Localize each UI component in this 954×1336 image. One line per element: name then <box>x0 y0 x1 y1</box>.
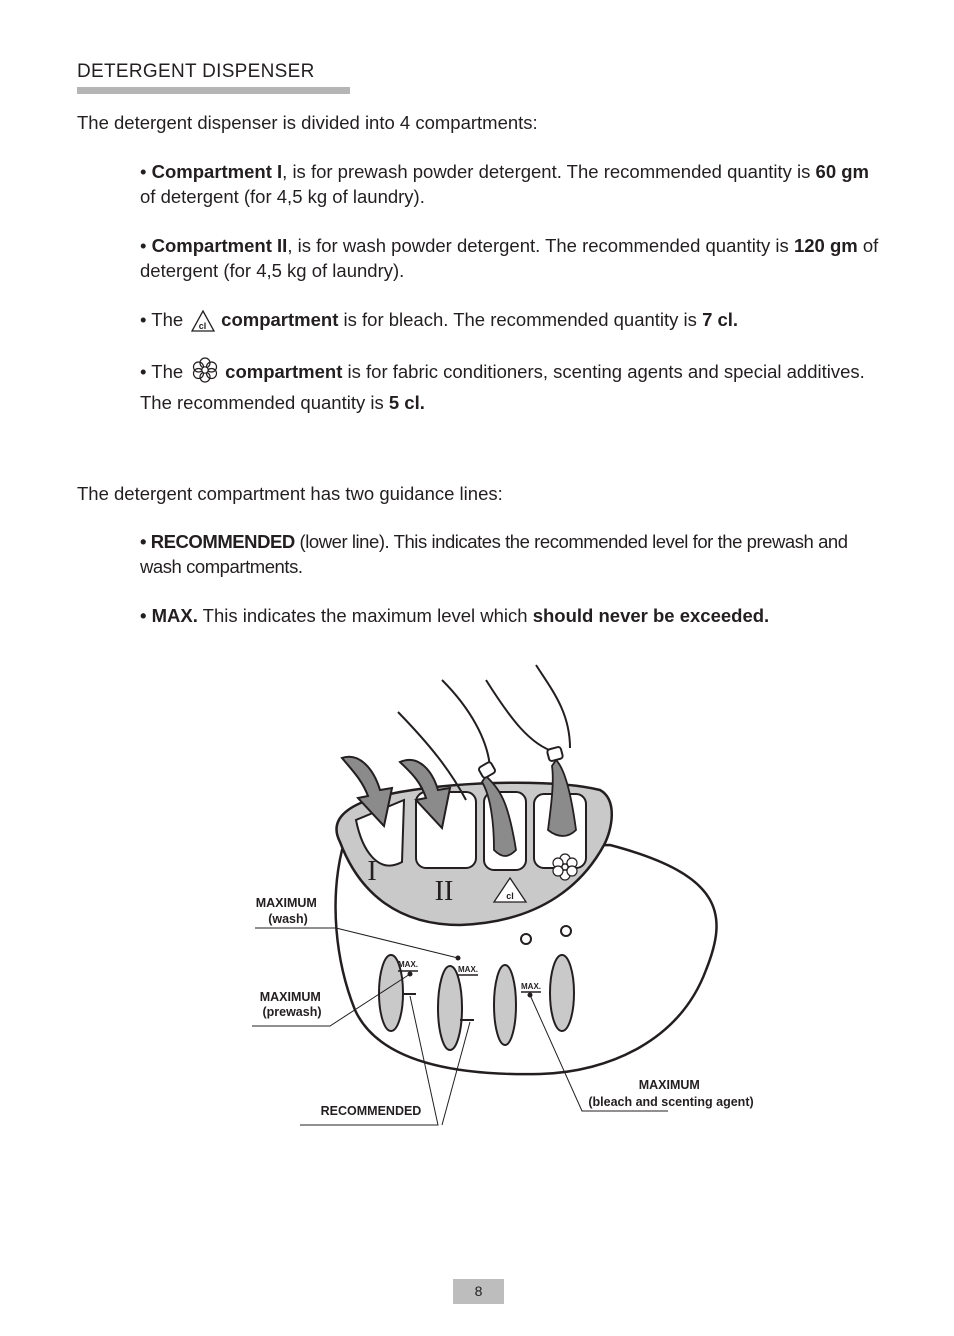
indicator-dot-1 <box>521 934 531 944</box>
bottle-1-outline <box>442 680 490 768</box>
label-max-bleach: MAXIMUM (bleach and scenting agent) <box>588 1078 754 1109</box>
max-mark-wash: MAX. <box>458 965 478 974</box>
label-recommended: RECOMMENDED <box>320 1104 422 1118</box>
bottle-2-cap <box>547 746 564 761</box>
compartment-2-numeral: II <box>434 876 454 907</box>
bleach-compartment-item: • The cl compartment is for bleach. The recommended quantity is 7 cl. <box>140 307 885 338</box>
bottle-2-outline-2 <box>536 665 570 748</box>
diagram-flower-icon <box>553 854 577 880</box>
level-window-wash <box>438 966 462 1050</box>
page-number: 8 <box>453 1279 504 1304</box>
bottle-1-cap <box>478 761 496 778</box>
level-window-conditioner <box>550 955 574 1031</box>
dispenser-diagram <box>245 655 775 1135</box>
max-mark-bleach: MAX. <box>521 982 541 991</box>
compartment-1-item: • Compartment I, is for prewash powder detergent. The recommended quantity is 60 gm of detergent (for 4,5 kg of laundry). <box>140 161 869 207</box>
label-max-prewash: MAXIMUM (prewash) <box>259 990 322 1019</box>
recommended-item: • RECOMMENDED (lower line). This indicates the recommended level for the prewash and wash compartments. <box>140 531 848 577</box>
indicator-dot-2 <box>561 926 571 936</box>
svg-text:cl: cl <box>198 321 207 331</box>
bottle-2-outline <box>486 680 555 752</box>
guidance-intro: The detergent compartment has two guidance lines: <box>77 483 503 504</box>
svg-text:cl: cl <box>506 891 514 901</box>
title-underline <box>77 87 350 94</box>
section-title: DETERGENT DISPENSER <box>77 61 315 82</box>
flower-icon <box>191 356 219 390</box>
compartment-2-item: • Compartment II, is for wash powder detergent. The recommended quantity is 120 gm of detergent (for 4,5 kg of laundry). <box>140 235 879 281</box>
compartment-1-numeral: I <box>367 856 377 887</box>
label-max-wash: MAXIMUM (wash) <box>255 896 317 926</box>
intro-paragraph: The detergent dispenser is divided into 4 compartments: <box>77 112 538 133</box>
level-window-bleach <box>494 965 516 1045</box>
conditioner-compartment-item: • The compartment is for fabric conditioners, scenting agents and special additives. The recommended quantity is 5 cl. <box>140 356 885 415</box>
max-mark-prewash: MAX. <box>398 960 418 969</box>
max-item: • MAX. This indicates the maximum level which should never be exceeded. <box>140 605 770 626</box>
bleach-triangle-icon <box>191 310 215 338</box>
